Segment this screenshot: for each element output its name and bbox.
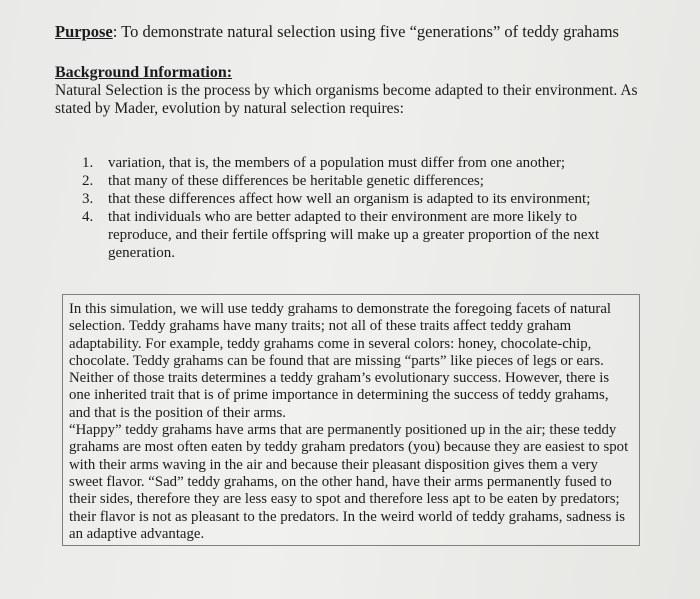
list-item-text: variation, that is, the members of a population must differ from one another; — [108, 155, 566, 171]
list-item — [82, 172, 642, 190]
list-item-number: 1. — [82, 155, 94, 171]
requirements-list — [82, 154, 642, 262]
background-heading-label: Background Information — [55, 64, 227, 81]
simulation-text-box — [62, 294, 640, 546]
simulation-paragraph-2: “Happy” teddy grahams have arms that are permanently positioned up in the air; these teddy grahams are most often eaten by teddy graham predators (you) because they are easiest to spot with their arms waving in the air and because their pleasant disposition gives them a very sweet flavor. “Sad” teddy grahams, on the other hand, have their arms permanently fused to their sides, therefore they are less easy to spot and therefore less apt to be eaten by predators; their flavor is not as pleasant to the predators. In the weird world of teddy grahams, sadness is an adaptive advantage. — [69, 422, 629, 542]
purpose-label: Purpose — [55, 22, 113, 41]
list-item — [82, 190, 642, 208]
list-item-text: that many of these differences be heritable genetic differences; — [108, 173, 484, 189]
purpose-line — [55, 22, 619, 42]
list-item-number: 2. — [82, 173, 94, 189]
background-text: Natural Selection is the process by which organisms become adapted to their environment. As stated by Mader, evolution by natural selection requires: — [55, 82, 638, 117]
background-heading — [55, 64, 232, 82]
purpose-text: : To demonstrate natural selection using five “generations” of teddy grahams — [112, 22, 619, 41]
list-item-text: that these differences affect how well an organism is adapted to its environment; — [108, 191, 591, 207]
list-item — [82, 208, 642, 262]
list-item-number: 4. — [82, 209, 94, 225]
list-item-text: that individuals who are better adapted to their environment are more likely to reproduce, and their fertile offspring will make up a greater proportion of the next generation. — [108, 209, 600, 261]
list-item — [82, 154, 642, 172]
list-item-number: 3. — [82, 191, 94, 207]
simulation-paragraph-1: In this simulation, we will use teddy grahams to demonstrate the foregoing facets of natural selection. Teddy grahams have many traits; not all of these traits affect teddy graham adaptability. For example, teddy grahams come in several colors: honey, chocolate-chip, chocolate. Teddy grahams can be found that are missing “parts” like pieces of legs or ears. Neither of those traits determines a teddy graham’s evolutionary success. However, there is one inherited trait that is of prime importance in determining the success of teddy grahams, and that is the position of their arms. — [69, 301, 612, 421]
background-heading-colon: : — [226, 64, 233, 81]
